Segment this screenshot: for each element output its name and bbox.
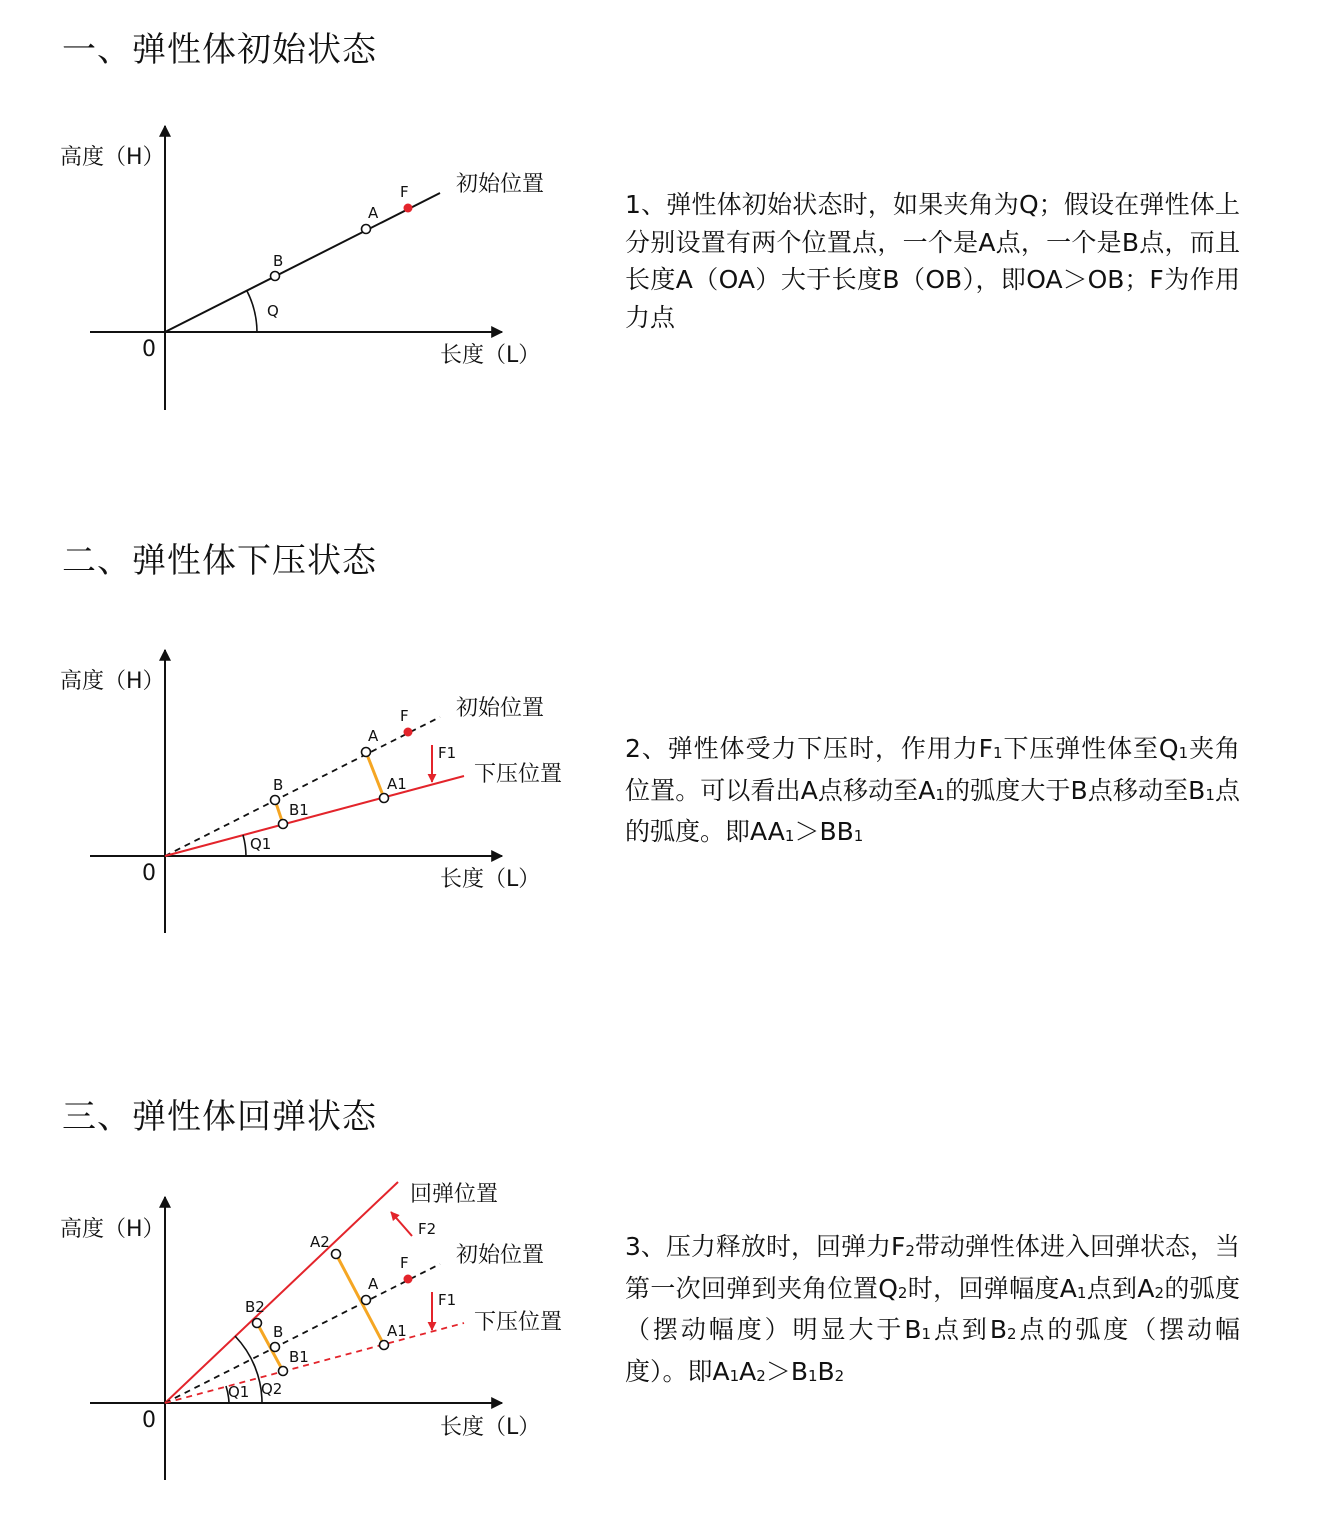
- section-2-title: 二、弹性体下压状态: [62, 541, 377, 581]
- point-a-label: A: [368, 1275, 379, 1293]
- point-b-label: B: [273, 1323, 284, 1341]
- rebound-position-label: 回弹位置: [410, 1182, 499, 1207]
- point-b-label: B: [273, 252, 284, 270]
- point-a2: [332, 1250, 341, 1259]
- description-text: A: [739, 1356, 757, 1386]
- point-f-label: F: [400, 707, 409, 725]
- initial-position-line: [165, 193, 440, 332]
- point-b1-label: B1: [289, 1348, 309, 1366]
- x-axis-label: 长度（L）: [440, 1415, 541, 1440]
- subscript: 1: [807, 1366, 818, 1385]
- angle-q-arc: [247, 291, 257, 332]
- description-text: B: [817, 1356, 835, 1386]
- subscript: 1: [1205, 785, 1215, 804]
- point-b1: [279, 820, 288, 829]
- y-axis-label: 高度（H）: [60, 1217, 165, 1242]
- subscript: 1: [784, 827, 795, 845]
- diagram-initial-state: [0, 110, 600, 430]
- diagram-rebound-state: [0, 1175, 600, 1495]
- force-f1-label: F1: [438, 1291, 457, 1309]
- point-a-label: A: [368, 204, 379, 222]
- point-f-force: [404, 1275, 413, 1284]
- description-text: 的弧度大于B点移动至B: [944, 775, 1206, 805]
- point-b: [271, 272, 280, 281]
- description-text: 带动弹性体进入回弹状态，当第一次回弹到夹角位置Q: [625, 1232, 1240, 1303]
- angle-q1-arc: [243, 835, 246, 856]
- description-text: 1、弹性体初始状态时，如果夹角为Q；假设在弹性体上分别设置有两个位置点，一个是A点，一个是B点，而且长度A（OA）大于长度B（OB），即OA＞OB；F为作用力点: [625, 190, 1240, 332]
- angle-q1-label: Q1: [250, 835, 272, 853]
- description-text: ＞BB: [794, 817, 854, 846]
- point-b1-label: B1: [289, 801, 309, 819]
- subscript: 1: [729, 1366, 740, 1385]
- initial-position-label: 初始位置: [456, 696, 545, 721]
- point-a: [362, 748, 371, 757]
- subscript: 2: [1154, 1283, 1165, 1302]
- section-3-description: [625, 1228, 1240, 1394]
- initial-position-label: 初始位置: [456, 1243, 545, 1268]
- point-b-label: B: [273, 776, 284, 794]
- subscript: 2: [834, 1366, 845, 1385]
- subscript: 2: [897, 1283, 908, 1302]
- description-text: 点的弧度。即AA: [625, 775, 1240, 846]
- origin-label: 0: [142, 1408, 156, 1433]
- description-text: 夹角位置。可以看出A点移动至A: [625, 734, 1240, 805]
- origin-label: 0: [142, 337, 156, 362]
- point-b2: [253, 1319, 262, 1328]
- y-axis-label: 高度（H）: [60, 145, 165, 170]
- description-text: 下压弹性体至Q: [1002, 734, 1179, 763]
- point-a1-label: A1: [387, 1322, 407, 1340]
- subscript: 1: [853, 827, 864, 845]
- angle-q2-label: Q2: [261, 1380, 283, 1398]
- y-axis-label: 高度（H）: [60, 669, 165, 694]
- arc-a1a2: [336, 1254, 384, 1345]
- point-a: [362, 225, 371, 234]
- point-f-label: F: [400, 183, 409, 201]
- point-a1: [380, 1341, 389, 1350]
- point-b1: [279, 1367, 288, 1376]
- x-axis-label: 长度（L）: [440, 343, 541, 368]
- initial-position-label: 初始位置: [456, 172, 545, 197]
- angle-q-label: Q: [267, 302, 279, 320]
- point-a2-label: A2: [310, 1233, 330, 1251]
- description-text: 点到A: [1086, 1273, 1155, 1303]
- subscript: 2: [1006, 1325, 1017, 1343]
- point-b: [271, 796, 280, 805]
- x-axis-label: 长度（L）: [440, 867, 541, 892]
- subscript: 1: [1178, 744, 1189, 762]
- subscript: 2: [756, 1366, 766, 1385]
- point-f-label: F: [400, 1254, 409, 1272]
- angle-q1-label: Q1: [228, 1383, 250, 1401]
- subscript: 1: [921, 1325, 932, 1343]
- point-a1-label: A1: [387, 775, 407, 793]
- subscript: 2: [905, 1242, 915, 1260]
- diagram-pressed-state: [0, 630, 600, 950]
- pressed-position-line: [165, 776, 464, 856]
- pressed-position-label: 下压位置: [474, 762, 563, 787]
- section-1-description: [625, 186, 1240, 336]
- origin-label: 0: [142, 861, 156, 886]
- force-f1-label: F1: [438, 744, 457, 762]
- force-f2-label: F2: [418, 1220, 437, 1238]
- pressed-position-dashed-line: [165, 1323, 464, 1403]
- description-text: 3、压力释放时，回弹力F: [625, 1232, 906, 1261]
- point-f-force: [404, 728, 413, 737]
- arc-aa1: [366, 752, 384, 798]
- pressed-position-label: 下压位置: [474, 1310, 563, 1335]
- section-1-title: 一、弹性体初始状态: [62, 30, 377, 70]
- point-a-label: A: [368, 727, 379, 745]
- description-text: 的弧度（摆动幅度）明显大于B: [625, 1273, 1240, 1344]
- description-text: 点的弧度（摆动幅度）。即A: [625, 1315, 1240, 1386]
- point-b2-label: B2: [245, 1298, 265, 1316]
- description-text: 点到B: [931, 1315, 1007, 1344]
- subscript: 1: [935, 785, 945, 804]
- description-text: 2、弹性体受力下压时，作用力F: [625, 734, 994, 763]
- description-text: 时，回弹幅度A: [907, 1273, 1077, 1303]
- point-a: [362, 1296, 371, 1305]
- subscript: 1: [1076, 1283, 1087, 1302]
- section-3-title: 三、弹性体回弹状态: [62, 1097, 377, 1137]
- force-f2-arrow: [391, 1212, 412, 1236]
- point-a1: [380, 794, 389, 803]
- section-2-description: [625, 730, 1240, 855]
- point-f-force: [404, 204, 413, 213]
- subscript: 1: [993, 744, 1003, 762]
- description-text: ＞B: [765, 1356, 808, 1386]
- point-b: [271, 1343, 280, 1352]
